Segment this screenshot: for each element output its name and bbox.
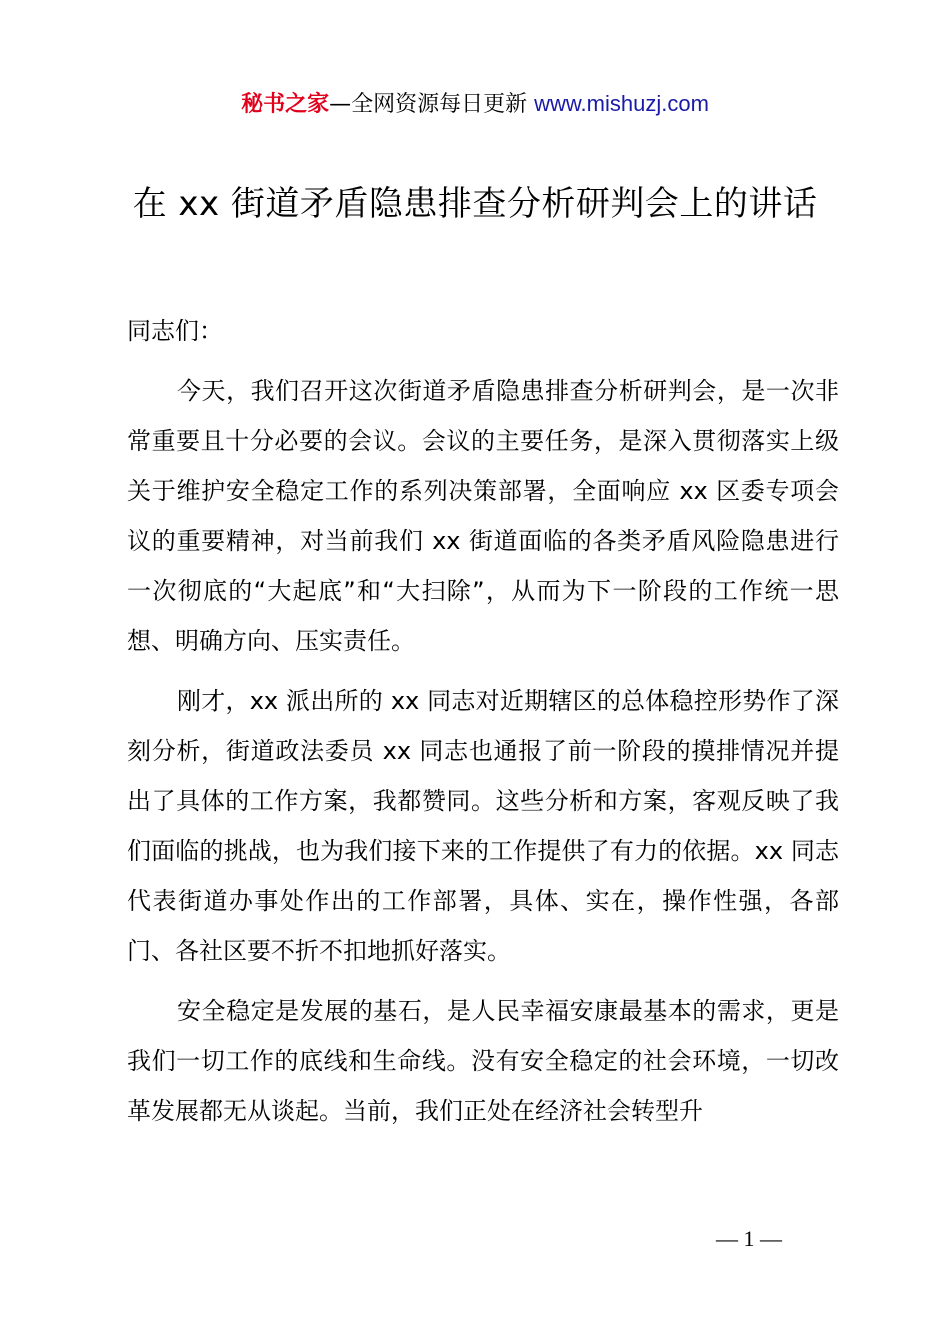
page-number: — 1 —	[716, 1226, 782, 1251]
site-tagline: —全网资源每日更新	[329, 92, 528, 117]
greeting: 同志们：	[127, 317, 223, 345]
document-body	[127, 306, 839, 1146]
site-brand: 秘书之家	[241, 92, 330, 117]
site-url[interactable]: www.mishuzj.com	[534, 91, 709, 116]
paragraph: 今天，我们召开这次街道矛盾隐患排查分析研判会，是一次非常重要且十分必要的会议。会议的主要任务，是深入贯彻落实上级关于维护安全稳定工作的系列决策部署，全面响应 xx 区委专项会议的重要精神，对当前我们 xx 街道面临的各类矛盾风险隐患进行一次彻底的“大起底”和“大扫除”，从而为下一阶段的工作统一思想、明确方向、压实责任。	[127, 377, 839, 655]
paragraph: 刚才，xx 派出所的 xx 同志对近期辖区的总体稳控形势作了深刻分析，街道政法委员 xx 同志也通报了前一阶段的摸排情况并提出了具体的工作方案，我都赞同。这些分析和方案，客观反映了我们面临的挑战，也为我们接下来的工作提供了有力的依据。xx 同志代表街道办事处作出的工作部署，具体、实在，操作性强，各部门、各社区要不折不扣地抓好落实。	[127, 687, 839, 965]
site-header	[0, 86, 950, 123]
document-title: 在 xx 街道矛盾隐患排查分析研判会上的讲话	[132, 184, 818, 224]
paragraph: 安全稳定是发展的基石，是人民幸福安康最基本的需求，更是我们一切工作的底线和生命线。没有安全稳定的社会环境，一切改革发展都无从谈起。当前，我们正处在经济社会转型升	[127, 997, 839, 1125]
